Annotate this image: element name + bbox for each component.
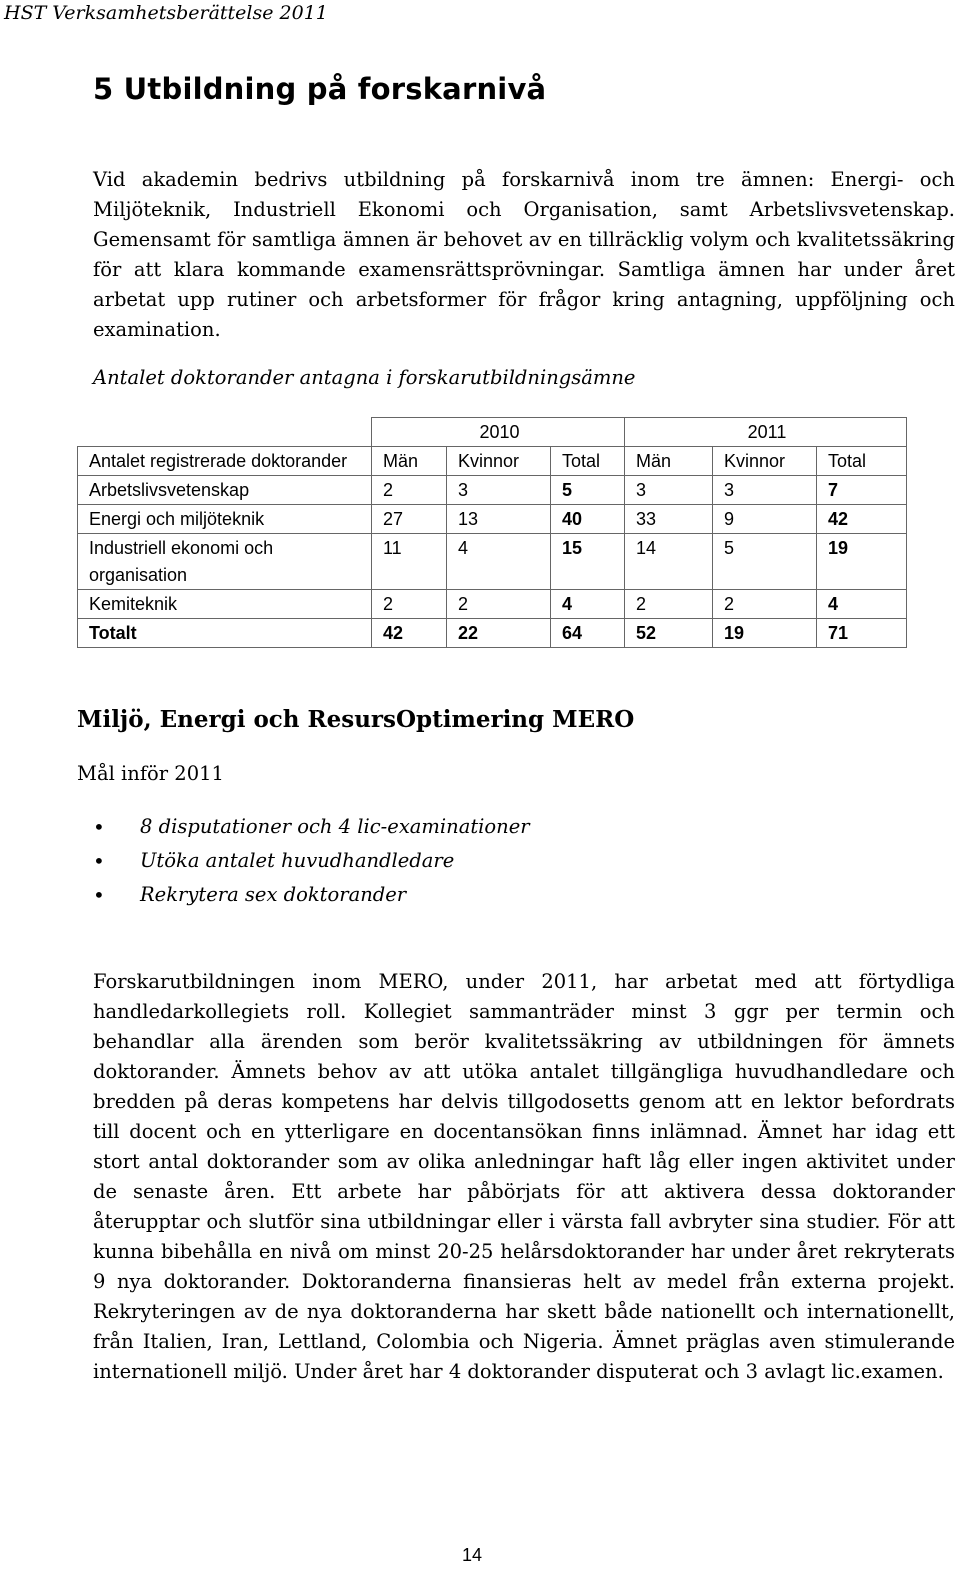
value-cell: 3 — [713, 476, 817, 505]
value-cell: 3 — [625, 476, 713, 505]
table-year-row — [78, 418, 907, 447]
column-header: Kvinnor — [713, 447, 817, 476]
value-cell: 13 — [447, 505, 551, 534]
goals-list — [93, 810, 530, 912]
value-cell: 42 — [372, 619, 447, 648]
total-cell: 4 — [817, 590, 907, 619]
value-cell: 22 — [447, 619, 551, 648]
value-cell: 19 — [713, 619, 817, 648]
column-header: Män — [625, 447, 713, 476]
value-cell: 2 — [447, 590, 551, 619]
value-cell: 5 — [713, 534, 817, 590]
year-header-2010: 2010 — [372, 418, 625, 447]
mero-title: Miljö, Energi och ResursOptimering MERO — [77, 706, 635, 733]
value-cell: 2 — [372, 590, 447, 619]
running-header: HST Verksamhetsberättelse 2011 — [4, 2, 328, 24]
value-cell: 2 — [372, 476, 447, 505]
table-header-row — [78, 447, 907, 476]
total-cell: 19 — [817, 534, 907, 590]
goals-title: Mål inför 2011 — [77, 762, 224, 785]
subject-cell: Energi och miljöteknik — [78, 505, 372, 534]
section-title: 5 Utbildning på forskarnivå — [93, 72, 547, 106]
value-cell: 2 — [625, 590, 713, 619]
total-cell: 40 — [551, 505, 625, 534]
table-empty-cell — [78, 418, 372, 447]
total-cell: 4 — [551, 590, 625, 619]
total-cell: 71 — [817, 619, 907, 648]
column-header: Kvinnor — [447, 447, 551, 476]
bullet-icon: • — [93, 815, 105, 839]
column-header: Total — [817, 447, 907, 476]
bullet-icon: • — [93, 883, 105, 907]
value-cell: 4 — [447, 534, 551, 590]
year-header-2011: 2011 — [625, 418, 907, 447]
subject-cell: Arbetslivsvetenskap — [78, 476, 372, 505]
goal-text: Utöka antalet huvudhandledare — [140, 849, 455, 872]
goal-text: 8 disputationer och 4 lic-examinationer — [140, 815, 530, 838]
value-cell: 27 — [372, 505, 447, 534]
total-label-cell: Totalt — [78, 619, 372, 648]
total-cell: 42 — [817, 505, 907, 534]
list-item — [93, 878, 530, 912]
goal-text: Rekrytera sex doktorander — [140, 883, 407, 906]
list-item — [93, 844, 530, 878]
value-cell: 52 — [625, 619, 713, 648]
total-cell: 7 — [817, 476, 907, 505]
subject-cell: Industriell ekonomi och organisation — [78, 534, 372, 590]
table-row — [78, 534, 907, 590]
row-header-label: Antalet registrerade doktorander — [78, 447, 372, 476]
total-cell: 15 — [551, 534, 625, 590]
table-caption: Antalet doktorander antagna i forskarutbildningsämne — [93, 366, 636, 389]
value-cell: 11 — [372, 534, 447, 590]
page-number: 14 — [462, 1545, 483, 1565]
total-cell: 64 — [551, 619, 625, 648]
value-cell: 9 — [713, 505, 817, 534]
table-row — [78, 476, 907, 505]
value-cell: 14 — [625, 534, 713, 590]
column-header: Män — [372, 447, 447, 476]
table-total-row — [78, 619, 907, 648]
value-cell: 3 — [447, 476, 551, 505]
total-cell: 5 — [551, 476, 625, 505]
table-row — [78, 505, 907, 534]
bullet-icon: • — [93, 849, 105, 873]
value-cell: 33 — [625, 505, 713, 534]
mero-paragraph: Forskarutbildningen inom MERO, under 2011, har arbetat med att förtydliga handledarkollegiets roll. Kollegiet sammanträder minst 3 ggr per termin och behandlar alla ärenden som berör kvalitetssäkring av utbildningen för ämnets doktorander. Ämnets behov av att utöka antalet tillgängliga huvudhandledare och bredden på deras kompetens har delvis tillgodosetts genom att en lektor befordrats till docent och en ytterligare en docentansökan finns inlämnad. Ämnet har idag ett stort antal doktorander som av olika anledningar haft låg eller ingen aktivitet under de senaste åren. Ett arbete har påbörjats för att aktivera dessa doktorander återupptar och slutför sina utbildningar eller i värsta fall avbryter sina studier. För att kunna bibehålla en nivå om minst 20-25 helårsdoktorander har under året rekryterats 9 nya doktorander. Doktoranderna finansieras helt av medel från externa projekt. Rekryteringen av de nya doktoranderna har skett både nationellt och internationellt, från Italien, Iran, Lettland, Colombia och Nigeria. Ämnet präglas aven stimulerande internationell miljö. Under året har 4 doktorander disputerat och 3 avlagt lic.examen. — [93, 970, 955, 1383]
list-item — [93, 810, 530, 844]
subject-cell: Kemiteknik — [78, 590, 372, 619]
column-header: Total — [551, 447, 625, 476]
value-cell: 2 — [713, 590, 817, 619]
table-row — [78, 590, 907, 619]
doctoral-students-table — [77, 417, 907, 648]
intro-paragraph: Vid akademin bedrivs utbildning på forskarnivå inom tre ämnen: Energi- och Miljöteknik, Industriell Ekonomi och Organisation, samt Arbetslivsvetenskap. Gemensamt för samtliga ämnen är behovet av en tillräcklig volym och kvalitetssäkring för att klara kommande examensrättsprövningar. Samtliga ämnen har under året arbetat upp rutiner och arbetsformer för frågor kring antagning, uppföljning och examination. — [93, 168, 955, 341]
